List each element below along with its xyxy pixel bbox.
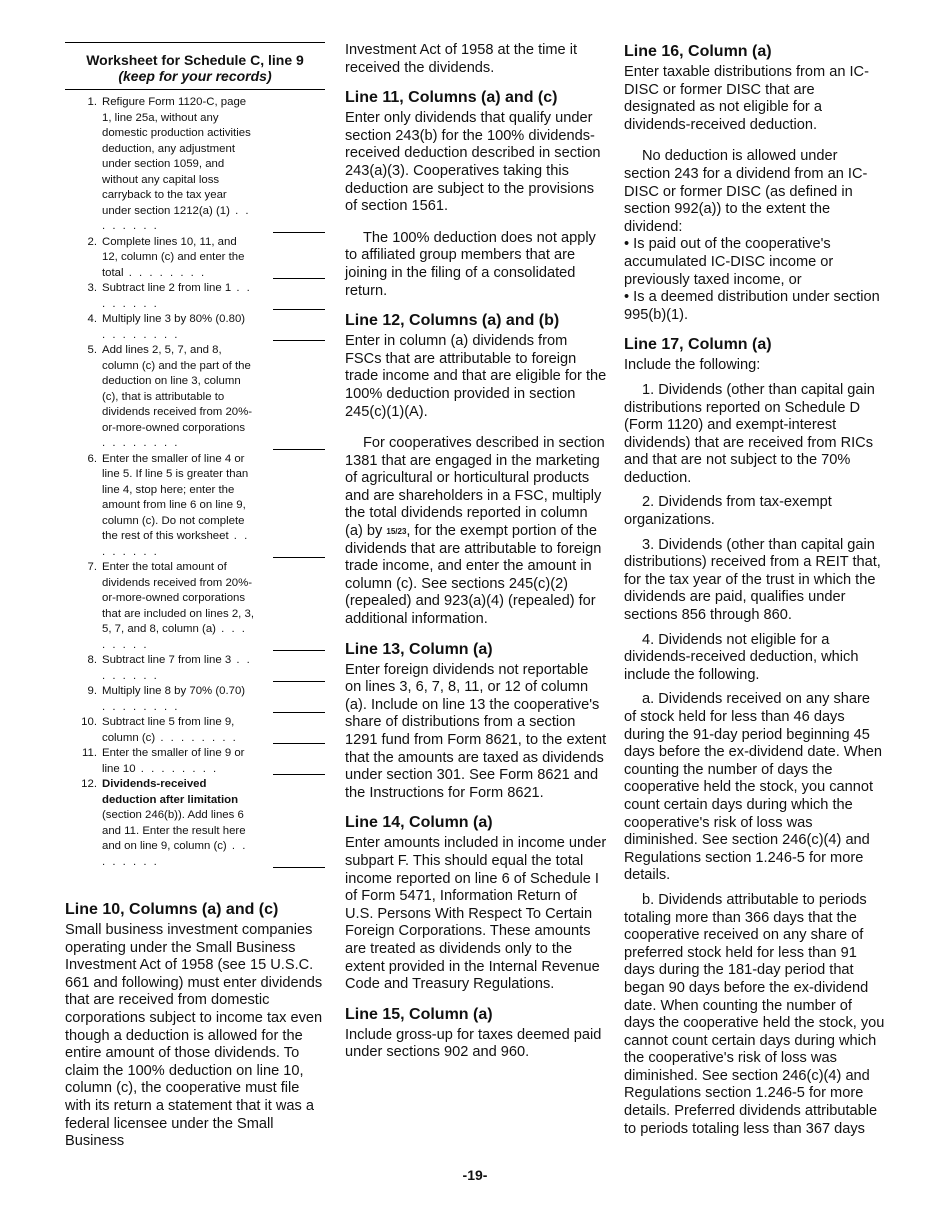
line10-paragraph: Small business investment companies operating under the Small Business Investment Act of 1958 (see 15 U.S.C. 661 and following) must enter dividends that are received from domestic corporations subject to income tax even though a deduction is allowed for the entire amount of those dividends. To claim the 100% deduction on line 10, column (c), the cooperative must file with its return a statement that it was a federal licensee under the Small Business — [65, 922, 323, 1150]
worksheet-entry-field[interactable] — [273, 448, 325, 450]
line15-heading: Line 15, Column (a) — [345, 1005, 493, 1023]
line12-paragraph-2a: For cooperatives described in section 1381 that are engaged in the marketing of agricultural or horticultural products and are shareholders in a FSC, multiply the total dividends reported in column (a) by — [345, 435, 605, 540]
worksheet-item-number: 12. — [81, 778, 97, 790]
line12-paragraph-2 — [345, 435, 607, 629]
worksheet-item — [65, 343, 325, 452]
dot-leader: . . . . . . . . — [102, 437, 180, 449]
worksheet-entry-field[interactable] — [273, 556, 325, 558]
line16-bullet-1: • Is paid out of the cooperative's accumulated IC-DISC income or previously taxed income, or — [624, 236, 834, 288]
worksheet-item-text — [102, 653, 255, 684]
line15-paragraph: Include gross-up for taxes deemed paid under sections 902 and 960. — [345, 1026, 602, 1061]
dot-leader: . . . . . . . . — [102, 840, 248, 868]
line16-paragraph-1: Enter taxable distributions from an IC-DISC or former DISC that are designated as not eligible for a dividends-received deduction. — [624, 64, 869, 133]
line12-paragraph-1: Enter in column (a) dividends from FSCs that are attributable to foreign trade income and that are eligible for the 100% deduction provided in section 245(c)(1)(A). — [345, 333, 607, 420]
column-3 — [624, 42, 886, 1138]
line12-heading: Line 12, Columns (a) and (b) — [345, 312, 560, 330]
line17-item-2: 2. Dividends from tax-exempt organizations. — [624, 494, 832, 529]
worksheet-entry-field[interactable] — [273, 711, 325, 713]
worksheet-item — [65, 95, 325, 235]
worksheet-subtitle: (keep for your records) — [118, 68, 272, 84]
worksheet-item — [65, 746, 325, 777]
page-number: -19- — [462, 1167, 488, 1183]
worksheet-entry-field[interactable] — [273, 649, 325, 651]
dot-leader: . . . . . . . . — [102, 282, 252, 310]
line17-item-a: a. Dividends received on any share of stock held for less than 46 days during the 91-day period beginning 45 days before the ex-dividend date. When counting the number of days the cooperative held the stock, you cannot count certain days during which the cooperative's risk of loss was diminished. See section 246(c)(4) and Regulations section 1.246-5 for more details. — [624, 691, 882, 884]
line11-paragraph-2: The 100% deduction does not apply to affiliated group members that are joining in the filing of a consolidated return. — [345, 229, 596, 299]
worksheet-entry-field[interactable] — [273, 277, 325, 279]
line17-item-b: b. Dividends attributable to periods totaling more than 366 days that the cooperative received on any share of preferred stock held for less than 91 days during the 181-day period that began 90 days before the ex-dividend date. When counting the number of days the cooperative held the stock, you cannot count certain days during which the cooperative's risk of loss was diminished. See section 246(c)(4) and Regulations section 1.246-5 for more details. Preferred dividends attributable to periods totaling less than 367 days — [624, 891, 885, 1137]
worksheet-entry-field[interactable] — [273, 231, 325, 233]
worksheet-item-number: 2. — [87, 235, 97, 248]
worksheet-item-body: Enter the smaller of line 9 or line 10 — [102, 747, 245, 775]
line16-paragraph-2: No deduction is allowed under section 243 for a dividend from an IC-DISC or former DISC (as defined in section 992(a)) to the extent the dividend: — [624, 148, 868, 235]
worksheet-item-number: 1. — [87, 96, 97, 108]
worksheet-item-body: Subtract line 5 from line 9, column (c) — [102, 716, 235, 744]
worksheet-title: Worksheet for Schedule C, line 9 — [86, 52, 304, 68]
column-2 — [345, 42, 607, 1062]
line10-heading: Line 10, Columns (a) and (c) — [65, 901, 279, 918]
worksheet-item — [65, 312, 325, 343]
worksheet-item-text — [102, 235, 255, 282]
worksheet-item-body: Multiply line 3 by 80% (0.80) — [102, 313, 246, 325]
column-1 — [65, 42, 325, 1151]
worksheet-item-number: 10. — [81, 716, 97, 728]
line17-intro: Include the following: — [624, 357, 761, 374]
dot-leader: . . . . . . . . — [102, 654, 252, 682]
worksheet-item-text — [102, 560, 255, 653]
worksheet-item — [65, 684, 325, 715]
worksheet-item-number: 8. — [87, 654, 97, 666]
dot-leader: . . . . . . . . — [155, 731, 238, 744]
worksheet-item-number: 4. — [87, 313, 97, 325]
worksheet-item — [65, 777, 325, 870]
line13-heading: Line 13, Column (a) — [345, 640, 493, 658]
worksheet-item — [65, 281, 325, 312]
line11-heading: Line 11, Columns (a) and (c) — [345, 89, 558, 107]
worksheet-item-number: 5. — [87, 344, 97, 356]
worksheet-item-text — [102, 715, 255, 746]
worksheet-item-bold: Dividends-received deduction after limitation — [102, 778, 239, 806]
worksheet-item-body: Enter the smaller of line 4 or line 5. If line 5 is greater than line 4, stop here; enter the amount from line 6 on line 9, column (c). Do not complete the rest of this worksheet — [102, 452, 249, 542]
worksheet-entry-field[interactable] — [273, 773, 325, 775]
dot-leader: . . . . . . . . — [123, 266, 207, 279]
worksheet-item-body: Multiply line 8 by 70% (0.70) — [102, 685, 246, 697]
worksheet-entry-field[interactable] — [273, 866, 325, 868]
worksheet-item — [65, 452, 325, 561]
dot-leader: . . . . . . . . — [102, 623, 247, 651]
worksheet-header — [65, 42, 325, 90]
worksheet-item-text — [102, 746, 255, 777]
worksheet-item-body: Subtract line 7 from line 3 — [102, 654, 232, 666]
line17-heading: Line 17, Column (a) — [624, 336, 772, 354]
worksheet-item-text — [102, 281, 255, 312]
worksheet-item-text — [102, 684, 255, 715]
line17-item-4: 4. Dividends not eligible for a dividends-received deduction, which include the following. — [624, 631, 859, 683]
line12-paragraph-2b: , for the exempt portion of the dividends that are attributable to foreign trade income, and enter the amount in column (c). See sections 245(c)(2) (repealed) and 923(a)(4) (repealed) for additional information. — [345, 523, 602, 628]
worksheet-item — [65, 715, 325, 746]
line16-bullet-2: • Is a deemed distribution under section 995(b)(1). — [624, 289, 880, 323]
worksheet-item-body: Refigure Form 1120-C, page 1, line 25a, without any domestic production activities deduction, any adjustment under section 1059, and without any capital loss carryback to the tax year under section 1212(a) (1) — [102, 96, 251, 217]
worksheet-entry-field[interactable] — [273, 680, 325, 682]
dot-leader: . . . . . . . . — [135, 762, 219, 775]
line13-paragraph: Enter foreign dividends not reportable on lines 3, 6, 7, 8, 11, or 12 of column (a). Include on line 13 the cooperative's share of distributions from a section 1291 fund from Form 8621, to the extent that the amounts are taxed as dividends under section 301. See Form 8621 and the Instructions for Form 8621. — [345, 661, 607, 801]
worksheet-item-text — [102, 452, 255, 561]
worksheet-item-text — [102, 343, 255, 452]
worksheet-item-text — [102, 95, 255, 235]
dot-leader: . . . . . . . . — [102, 530, 250, 558]
line14-heading: Line 14, Column (a) — [345, 814, 493, 832]
dot-leader: . . . . . . . . — [102, 700, 180, 713]
worksheet-item-text — [102, 777, 255, 870]
worksheet-item-number: 11. — [82, 747, 97, 759]
worksheet-item — [65, 653, 325, 684]
continued-text: Investment Act of 1958 at the time it received the dividends. — [345, 42, 578, 76]
worksheet-list — [65, 95, 325, 870]
worksheet-item — [65, 235, 325, 282]
worksheet-item-number: 6. — [87, 452, 97, 465]
worksheet-item-body: Enter the total amount of dividends received from 20%-or-more-owned corporations that are included on lines 2, 3, 5, 7, and 8, column (a) — [102, 561, 254, 635]
worksheet-entry-field[interactable] — [273, 339, 325, 341]
line17-item-3: 3. Dividends (other than capital gain distributions) received from a REIT that, for the tax year of the trust in which the dividends are paid, qualifies under sections 856 through 860. — [624, 536, 881, 624]
worksheet-item-body: Subtract line 2 from line 1 — [102, 282, 232, 294]
worksheet-item-number: 9. — [87, 685, 97, 697]
worksheet-item-body: (section 246(b)). Add lines 6 and 11. Enter the result here and on line 9, column (c) — [102, 809, 246, 852]
worksheet-item-number: 7. — [87, 561, 97, 573]
dot-leader: . . . . . . . . — [102, 204, 251, 232]
worksheet-item-body: Complete lines 10, 11, and 12, column (c) and enter the total — [102, 235, 245, 279]
worksheet-entry-field[interactable] — [273, 742, 325, 744]
fraction-15-23: 15/23 — [386, 527, 407, 537]
line14-paragraph: Enter amounts included in income under subpart F. This should equal the total income reported on line 6 of Schedule I of Form 5471, Information Return of U.S. Persons With Respect To Certain Foreign Corporations. These amounts are treated as dividends only to the extent provided in the Internal Revenue Code and Treasury Regulations. — [345, 835, 607, 993]
worksheet-entry-field[interactable] — [273, 308, 325, 310]
worksheet-item-number: 3. — [87, 282, 97, 294]
line17-item-1: 1. Dividends (other than capital gain distributions reported on Schedule D (Form 1120) and exempt-interest dividends) that are received from RICs and that are not subject to the 70% deduction. — [624, 381, 875, 486]
dot-leader: . . . . . . . . — [102, 328, 180, 341]
worksheet-item-body: Add lines 2, 5, 7, and 8, column (c) and the part of the deduction on line 3, column (c), that is attributable to dividends received from 20%-or-more-owned corporations — [102, 344, 253, 434]
line16-heading: Line 16, Column (a) — [624, 43, 772, 60]
line11-paragraph-1: Enter only dividends that qualify under section 243(b) for the 100% dividends-received deduction described in section 243(a)(3). Cooperatives taking this deduction are subject to the provisions of section 1561. — [345, 110, 601, 215]
worksheet-item — [65, 560, 325, 653]
worksheet-item-text — [102, 312, 255, 343]
